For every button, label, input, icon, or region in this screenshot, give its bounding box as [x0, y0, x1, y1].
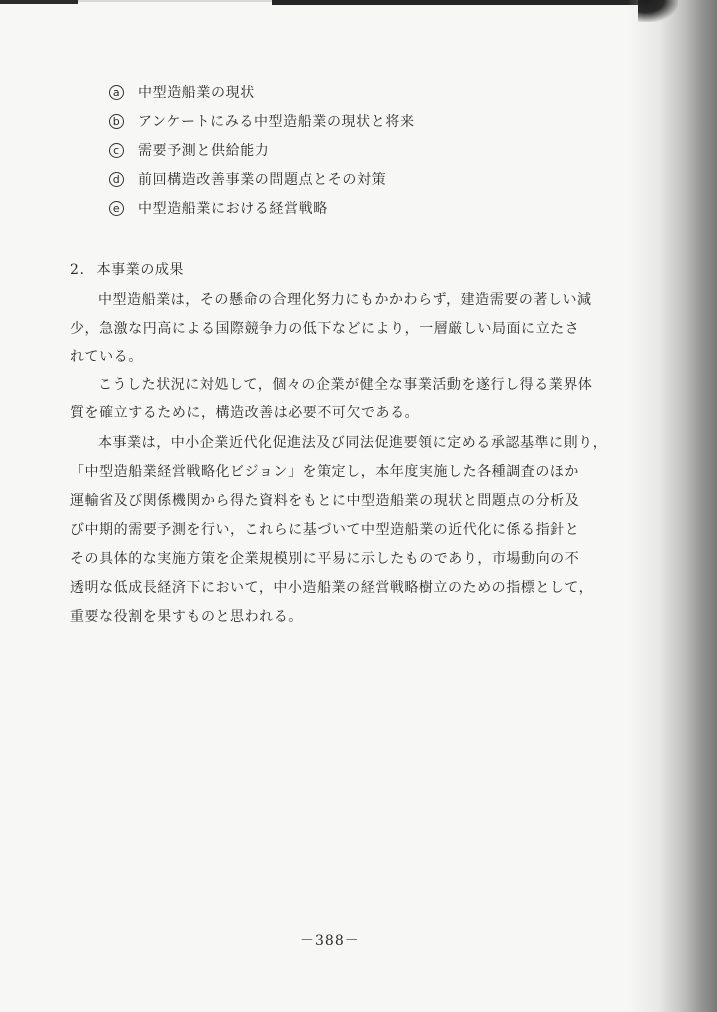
- paragraph-line: 「中型造船業経営戦略化ビジョン」を策定し，本年度実施した各種調査のほか: [70, 464, 579, 480]
- paragraph-line: 透明な低成長経済下において，中小造船業の経営戦略樹立のための指標として，: [70, 580, 594, 596]
- list-item-text: アンケートにみる中型造船業の現状と将来: [138, 114, 415, 130]
- scan-edge-mark-right: [272, 0, 662, 5]
- paragraph-line: 本事業は，中小企業近代化促進法及び同法促進要領に定める承認基準に則り，: [98, 435, 608, 451]
- paragraph-line: 質を確立するために，構造改善は必要不可欠である。: [70, 405, 420, 421]
- contents-list: [109, 83, 415, 228]
- list-item-text: 中型造船業における経営戦略: [138, 201, 328, 217]
- list-item: [109, 141, 415, 170]
- circled-letter-marker: d: [109, 172, 124, 187]
- list-item: [109, 83, 415, 112]
- circled-letter-marker: a: [109, 85, 124, 100]
- scan-edge-mark-faint: [78, 0, 272, 2]
- paragraph-line: 中型造船業は，その懸命の合理化努力にもかかわらず，建造需要の著しい減: [98, 292, 592, 308]
- paragraph-line: その具体的な実施方策を企業規模別に平易に示したものであり，市場動向の不: [70, 551, 580, 567]
- list-item-text: 中型造船業の現状: [138, 85, 255, 101]
- scan-edge-mark-left: [0, 0, 78, 4]
- circled-letter-marker: e: [109, 201, 124, 216]
- paragraph-line: こうした状況に対処して，個々の企業が健全な事業活動を遂行し得る業界体: [98, 377, 593, 393]
- paragraph-line: れている。: [70, 349, 143, 365]
- section-number: 2.: [70, 262, 85, 278]
- paragraph-line: 運輸省及び関係機関から得た資料をもとに中型造船業の現状と問題点の分析及: [70, 493, 580, 509]
- page-number: －388－: [300, 933, 360, 949]
- page-gutter-shadow: [627, 0, 717, 1012]
- paragraph-line: び中期的需要予測を行い，これらに基づいて中型造船業の近代化に係る指針と: [70, 522, 580, 538]
- list-item-text: 需要予測と供給能力: [138, 143, 270, 159]
- paragraph-line: 重要な役割を果すものと思われる。: [70, 609, 303, 625]
- list-item: [109, 170, 415, 199]
- section-heading: [70, 259, 184, 279]
- list-item-text: 前回構造改善事業の問題点とその対策: [138, 172, 387, 188]
- list-item: [109, 112, 415, 141]
- paragraph-line: 少，急激な円高による国際競争力の低下などにより，一層厳しい局面に立たさ: [70, 321, 580, 337]
- section-title: 本事業の成果: [96, 262, 185, 278]
- scan-corner-shadow: [638, 0, 678, 22]
- list-item: [109, 199, 415, 228]
- circled-letter-marker: c: [109, 143, 124, 158]
- circled-letter-marker: b: [109, 114, 124, 129]
